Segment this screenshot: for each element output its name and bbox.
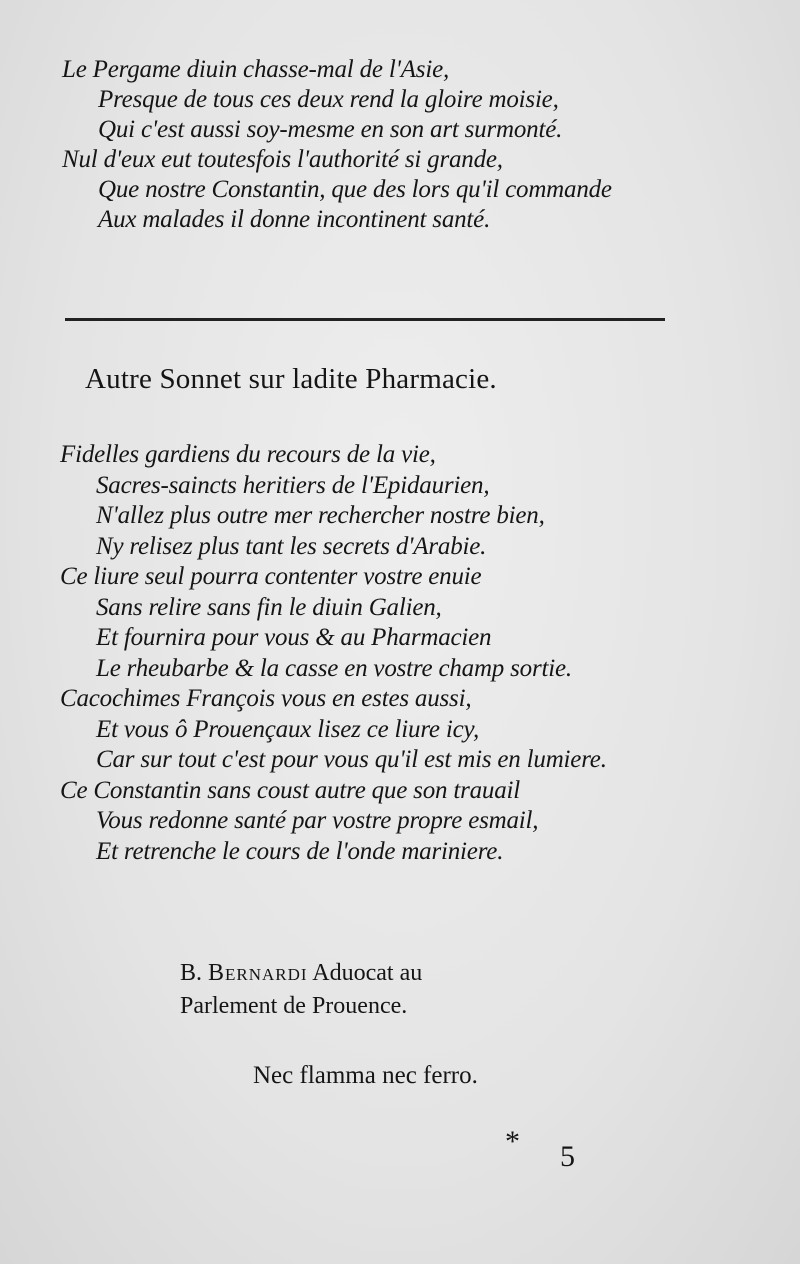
verse-line: Le rheubarbe & la casse en vostre champ sortie. (96, 654, 572, 682)
verse-line: Sans relire sans fin le diuin Galien, (96, 593, 442, 621)
signature-initial: B. (180, 960, 203, 986)
verse-line: Ny relisez plus tant les secrets d'Arabie. (96, 532, 487, 560)
verse-line: Qui c'est aussi soy-mesme en son art surmonté. (98, 116, 563, 143)
verse-line: Vous redonne santé par vostre propre esmail, (96, 807, 539, 834)
signature-surname: Bernardi (208, 960, 308, 986)
signature (180, 957, 740, 1023)
page-number: 5 (560, 1140, 575, 1173)
verse-line: N'allez plus outre mer rechercher nostre bien, (96, 502, 545, 529)
signature-mark: * (505, 1125, 520, 1158)
signature-line-2: Parlement de Prouence. (180, 993, 408, 1019)
verse-line: Le Pergame diuin chasse-mal de l'Asie, (62, 56, 450, 83)
verse-line: Nul d'eux eut toutesfois l'authorité si grande, (62, 146, 503, 173)
verse-line: Et fournira pour vous & au Pharmacien (96, 624, 492, 651)
verse-line: Que nostre Constantin, que des lors qu'il commande (98, 176, 612, 203)
verse-line: Et retrenche le cours de l'onde mariniere. (96, 837, 504, 865)
section-title: Autre Sonnet sur ladite Pharmacie. (85, 363, 497, 395)
sonnet (60, 440, 760, 867)
verse-line: Aux malades il donne incontinent santé. (98, 206, 491, 233)
verse-line: Presque de tous ces deux rend la gloire moisie, (98, 86, 559, 113)
verse-line: Ce Constantin sans coust autre que son trauail (60, 776, 521, 804)
signature-title: Aduocat au (312, 960, 423, 986)
verse-line: Fidelles gardiens du recours de la vie, (60, 441, 436, 468)
horizontal-rule (65, 318, 665, 321)
verse-line: Car sur tout c'est pour vous qu'il est mis en lumiere. (96, 746, 607, 773)
signature-line-1 (180, 957, 740, 990)
motto: Nec flamma nec ferro. (253, 1062, 478, 1089)
verse-line: Ce liure seul pourra contenter vostre enuie (60, 563, 482, 590)
verse-line: Cacochimes François vous en estes aussi, (60, 685, 472, 712)
verse-line: Sacres-saincts heritiers de l'Epidaurien, (96, 471, 490, 499)
top-stanza (62, 55, 762, 235)
verse-line: Et vous ô Prouençaux lisez ce liure icy, (96, 715, 480, 743)
